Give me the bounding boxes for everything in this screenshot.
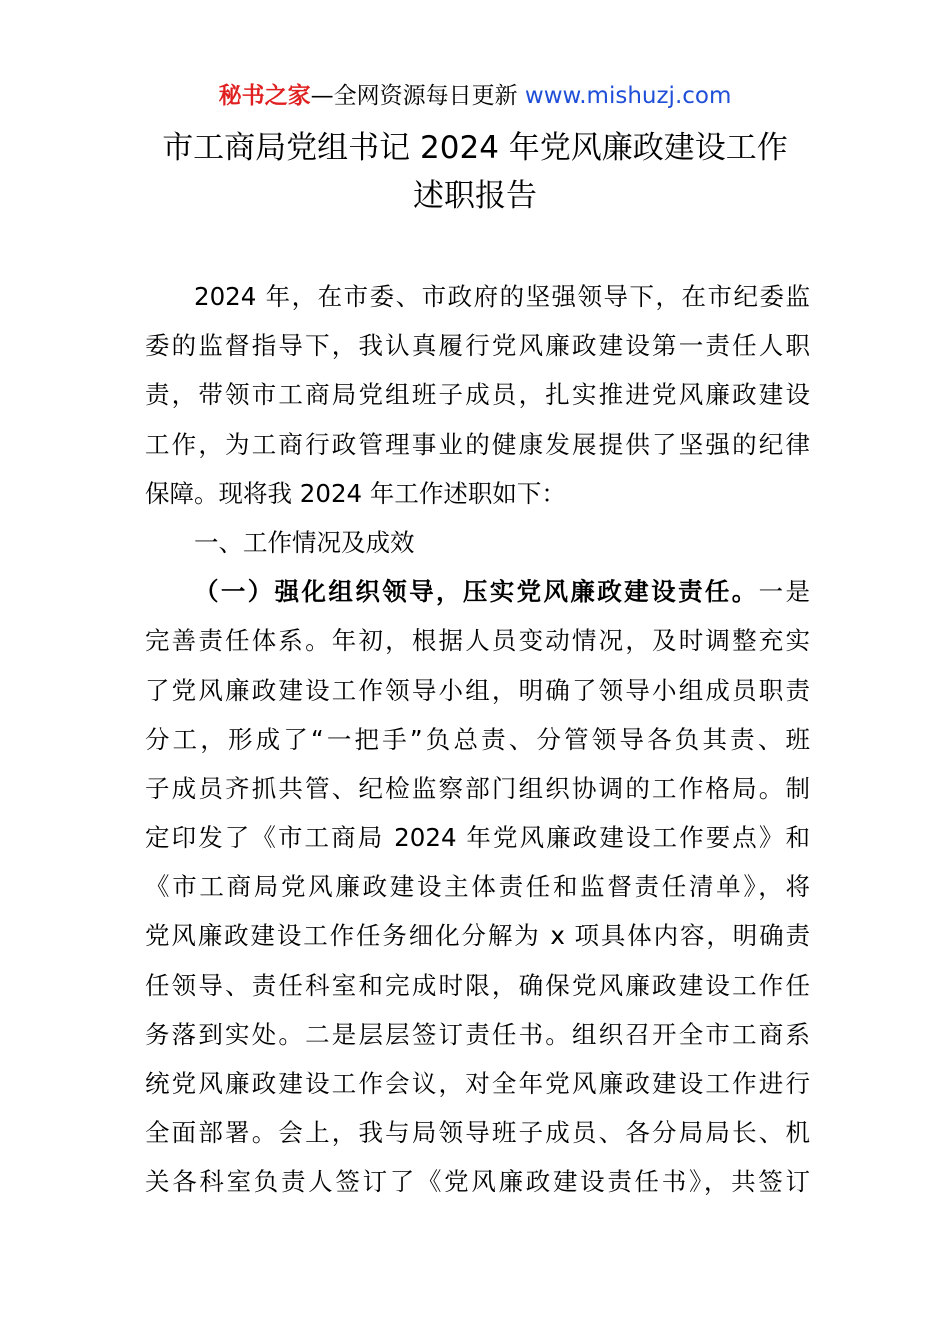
- body-line: 任领导、责任科室和完成时限，确保党风廉政建设工作任: [145, 970, 810, 1000]
- watermark-header: [0, 80, 950, 112]
- body-line: 2024 年，在市委、市政府的坚强领导下，在市纪委监: [194, 282, 810, 311]
- body-line: 完善责任体系。年初，根据人员变动情况，及时调整充实: [145, 626, 810, 656]
- document-title-line-2: 述职报告: [413, 178, 537, 214]
- document-title-line-1: 市工商局党组书记 2024 年党风廉政建设工作: [162, 130, 788, 166]
- body-line: 保障。现将我 2024 年工作述职如下：: [145, 478, 566, 508]
- subsection-lead-text: 一是: [758, 577, 810, 607]
- body-line: 《市工商局党风廉政建设主体责任和监督责任清单》，将: [145, 872, 810, 902]
- body-line: 委的监督指导下，我认真履行党风廉政建设第一责任人职: [145, 331, 810, 361]
- body-line: 了党风廉政建设工作领导小组，明确了领导小组成员职责: [145, 675, 810, 705]
- body-line: 分工，形成了“一把手”负总责、分管领导各负其责、班: [145, 724, 810, 754]
- body-line: 全面部署。会上，我与局领导班子成员、各分局局长、机: [145, 1118, 810, 1148]
- header-tagline: —全网资源每日更新: [310, 83, 525, 109]
- site-url-link[interactable]: www.mishuzj.com: [524, 83, 732, 109]
- paragraph-2: [145, 567, 810, 1206]
- body-line: [145, 567, 810, 616]
- section-heading-1: 一、工作情况及成效: [194, 527, 415, 557]
- body-line: 定印发了《市工商局 2024 年党风廉政建设工作要点》和: [145, 823, 810, 853]
- body-line: 党风廉政建设工作任务细化分解为 x 项具体内容，明确责: [145, 921, 810, 951]
- body-line: 关各科室负责人签订了《党风廉政建设责任书》，共签订: [145, 1167, 810, 1197]
- body-line: 统党风廉政建设工作会议，对全年党风廉政建设工作进行: [145, 1069, 810, 1098]
- body-line: 务落到实处。二是层层签订责任书。组织召开全市工商系: [145, 1019, 810, 1049]
- subsection-heading-1: （一）强化组织领导，压实党风廉政建设责任。: [194, 577, 759, 607]
- body-line: 工作，为工商行政管理事业的健康发展提供了坚强的纪律: [145, 429, 810, 459]
- brand-name: 秘书之家: [218, 83, 311, 109]
- body-line: 子成员齐抓共管、纪检监察部门组织协调的工作格局。制: [145, 773, 810, 803]
- paragraph-1: [145, 272, 810, 518]
- document-body: [145, 272, 810, 1207]
- body-line: 责，带领市工商局党组班子成员，扎实推进党风廉政建设: [145, 380, 810, 410]
